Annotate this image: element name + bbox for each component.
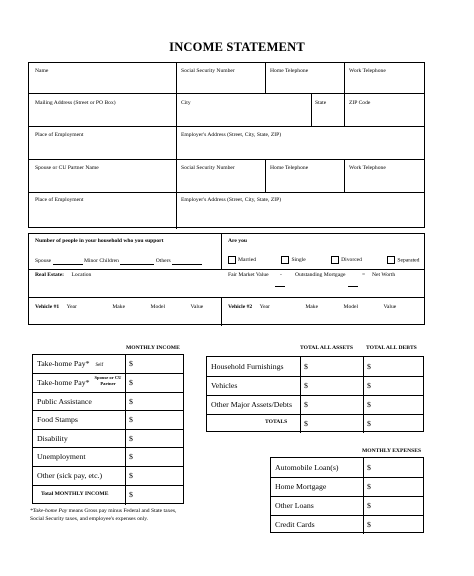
spouse-name-label: Spouse or CU Partner Name [35, 165, 99, 171]
total-debts-heading: TOTAL ALL DEBTS [366, 345, 417, 351]
automobile-loans-label: Automobile Loan(s) [275, 463, 339, 472]
dollar-sign[interactable]: $ [367, 381, 371, 390]
footnote-line-2: Social Security taxes, and employee's expenses only. [30, 515, 149, 522]
vehicles-label: Vehicles [211, 381, 238, 390]
self-label: Self [95, 363, 104, 368]
spouse-count-field[interactable] [35, 258, 202, 265]
dollar-sign[interactable]: $ [304, 362, 308, 371]
spouse-employer-address-label: Employer's Address (Street, City, State, ZIP) [181, 197, 282, 203]
page-title: INCOME STATEMENT [169, 40, 305, 54]
vehicle-2-label: Vehicle #2 [228, 304, 253, 310]
dollar-sign[interactable]: $ [367, 419, 371, 428]
work-telephone-label: Work Telephone [349, 68, 386, 74]
credit-cards-label: Credit Cards [275, 520, 315, 529]
are-you-label: Are you [228, 238, 248, 244]
dollar-sign[interactable]: $ [129, 452, 133, 461]
divorced-label: Divorced [341, 257, 362, 264]
single-label: Single [291, 257, 306, 264]
household-heading: Number of people in your household who you support [35, 238, 164, 244]
minus-sign: - [280, 272, 282, 278]
mailing-address-label: Mailing Address (Street or PO Box) [35, 100, 116, 106]
totals-label: TOTALS [265, 419, 288, 425]
divorced-checkbox[interactable] [331, 256, 339, 264]
separated-checkbox[interactable] [387, 256, 395, 264]
location-label: Location [71, 272, 92, 278]
name-label: Name [35, 68, 49, 74]
monthly-income-table [32, 354, 184, 504]
footnote-emphasis: *Take-home Pay [30, 508, 68, 514]
vehicle-1-label: Vehicle #1 [35, 304, 60, 310]
dollar-sign[interactable]: $ [367, 362, 371, 371]
other-loans-label: Other Loans [275, 501, 314, 510]
city-label: City [181, 100, 191, 106]
single-checkbox[interactable] [281, 256, 289, 264]
income-row-label: Unemployment [37, 452, 86, 461]
dollar-sign[interactable]: $ [367, 520, 371, 529]
dollar-sign[interactable]: $ [367, 501, 371, 510]
monthly-expenses-heading: MONTHLY EXPENSES [362, 448, 422, 454]
zip-code-label: ZIP Code [349, 100, 371, 106]
household-furnishings-label: Household Furnishings [211, 362, 284, 371]
footnote [30, 508, 176, 523]
dollar-sign[interactable]: $ [304, 381, 308, 390]
total-monthly-income-label: Total MONTHLY INCOME [41, 491, 109, 497]
total-assets-heading: TOTAL ALL ASSETS [300, 345, 353, 351]
marital-status-row [228, 256, 419, 264]
net-worth-label: Net Worth [372, 272, 396, 278]
real-estate-label: Real Estate: [35, 272, 65, 278]
married-checkbox[interactable] [228, 256, 236, 264]
employer-address-label: Employer's Address (Street, City, State, ZIP) [181, 132, 282, 138]
income-row-label: Other (sick pay, etc.) [37, 471, 103, 480]
take-home-pay-label: Take-home Pay* [37, 359, 90, 368]
vehicle-2-value-label: Value [383, 304, 397, 310]
vehicle-2-row [228, 304, 396, 311]
spouse-work-telephone-label: Work Telephone [349, 165, 386, 171]
others-label: Others [155, 258, 171, 264]
household-box [28, 233, 425, 325]
other-major-assets-label: Other Major Assets/Debts [211, 400, 292, 409]
dollar-sign[interactable]: $ [129, 415, 133, 424]
vehicle-2-model-label: Model [343, 304, 359, 310]
dollar-sign[interactable]: $ [129, 471, 133, 480]
home-mortgage-label: Home Mortgage [275, 482, 327, 491]
vehicle-1-model-label: Model [150, 304, 166, 310]
state-label: State [315, 100, 327, 106]
spouse-home-telephone-label: Home Telephone [270, 165, 309, 171]
monthly-income-heading: MONTHLY INCOME [126, 345, 180, 351]
dollar-sign[interactable]: $ [129, 490, 133, 499]
dollar-sign[interactable]: $ [129, 359, 133, 368]
place-of-employment-label: Place of Employment [35, 132, 84, 138]
vehicle-1-row [35, 304, 203, 311]
footnote-line-1: means Gross pay minus Federal and State taxes, [67, 508, 177, 514]
dollar-sign[interactable]: $ [129, 378, 133, 387]
vehicle-1-value-label: Value [190, 304, 204, 310]
real-estate-row [35, 272, 91, 279]
spouse-label: Spouse [35, 258, 52, 264]
take-home-pay-spouse-row[interactable] [37, 378, 90, 387]
assets-table [206, 356, 424, 432]
vehicle-2-make-label: Make [305, 304, 319, 310]
dollar-sign[interactable]: $ [367, 463, 371, 472]
spouse-employment-label: Place of Employment [35, 197, 84, 203]
spouse-partner-label: Spouse or CU Partner [94, 375, 122, 386]
fair-market-value-label: Fair Market Value [228, 272, 269, 278]
minor-children-label: Minor Children [83, 258, 119, 264]
take-home-pay-label-2: Take-home Pay* [37, 378, 90, 387]
outstanding-mortgage-label: Outstanding Mortgage [295, 272, 346, 278]
separated-label: Separated [397, 257, 420, 264]
take-home-pay-self-row[interactable] [37, 359, 103, 368]
equals-sign: = [362, 272, 366, 278]
dollar-sign[interactable]: $ [129, 434, 133, 443]
applicant-info-box [28, 62, 425, 228]
dollar-sign[interactable]: $ [367, 482, 371, 491]
vehicle-1-make-label: Make [112, 304, 126, 310]
dollar-sign[interactable]: $ [129, 397, 133, 406]
dollar-sign[interactable]: $ [304, 400, 308, 409]
spouse-ssn-label: Social Security Number [181, 165, 235, 171]
dollar-sign[interactable]: $ [367, 400, 371, 409]
income-row-label: Disability [37, 434, 68, 443]
married-label: Married [238, 257, 257, 264]
home-telephone-label: Home Telephone [270, 68, 309, 74]
income-row-label: Food Stamps [37, 415, 78, 424]
vehicle-2-year-label: Year [259, 304, 270, 310]
monthly-expenses-table [270, 457, 424, 533]
vehicle-1-year-label: Year [66, 304, 77, 310]
ssn-label: Social Security Number [181, 68, 235, 74]
dollar-sign[interactable]: $ [304, 419, 308, 428]
income-row-label: Public Assistance [37, 397, 92, 406]
